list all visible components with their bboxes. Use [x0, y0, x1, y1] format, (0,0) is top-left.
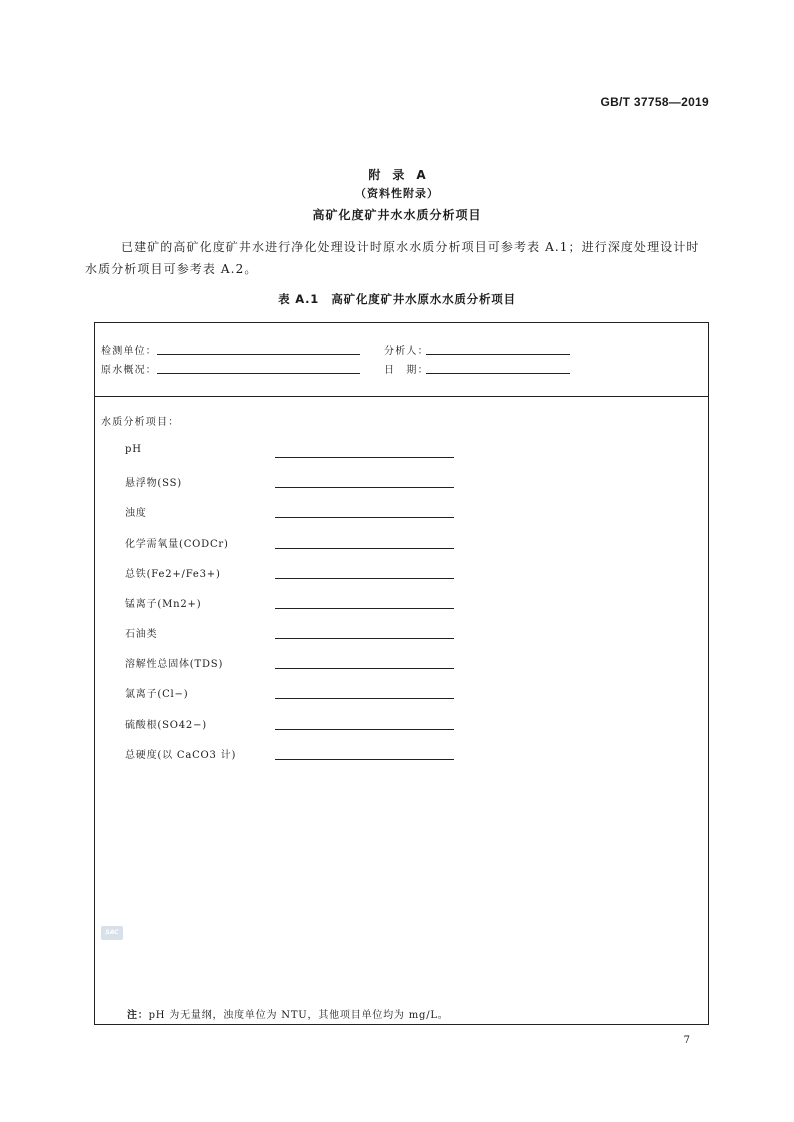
- item-label: 悬浮物(SS): [125, 478, 182, 489]
- appendix-title: 附 录 A: [368, 168, 426, 182]
- item-label: 溶解性总固体(TDS): [125, 659, 224, 670]
- sac-watermark-logo: SAC: [101, 926, 123, 940]
- analyst-line: [426, 354, 570, 355]
- item-row: [125, 535, 455, 555]
- item-label: 总铁(Fe2+/Fe3+): [125, 569, 221, 580]
- intro-paragraph: 已建矿的高矿化度矿井水进行净化处理设计时原水水质分析项目可参考表 A.1；进行深度处理设计时水质分析项目可参考表 A.2。: [85, 240, 700, 276]
- item-line: [275, 487, 454, 488]
- item-line: [275, 517, 454, 518]
- item-row: [125, 595, 455, 615]
- note-text: pH 为无量纲，浊度单位为 NTU，其他项目单位均为 mg/L。: [148, 1010, 449, 1021]
- date-line: [426, 373, 570, 374]
- table-caption: 表 A.1 高矿化度矿井水原水水质分析项目: [278, 292, 516, 306]
- item-label: 锰离子(Mn2+): [125, 599, 202, 610]
- item-label: 化学需氧量(CODCr): [125, 539, 229, 550]
- item-row: [125, 444, 455, 464]
- appendix-subtitle: （资料性附录）: [355, 187, 439, 200]
- date-label: 日 期：: [384, 365, 429, 376]
- item-label: 石油类: [125, 629, 158, 640]
- item-row: [125, 625, 455, 645]
- item-row: [125, 746, 455, 766]
- items-title: 水质分析项目：: [101, 417, 180, 428]
- appendix-name: 高矿化度矿井水水质分析项目: [312, 208, 482, 222]
- analysis-form-table: [94, 322, 709, 1025]
- overview-label: 原水概况：: [101, 365, 157, 376]
- item-line: [275, 548, 454, 549]
- unit-label: 检测单位：: [101, 346, 157, 357]
- item-label: 氯离子(Cl−): [125, 689, 189, 700]
- item-line: [275, 759, 454, 760]
- table-note: [127, 1006, 449, 1021]
- item-line: [275, 729, 454, 730]
- header-divider: [95, 396, 708, 397]
- overview-line: [157, 373, 360, 374]
- item-row: [125, 474, 455, 494]
- item-row: [125, 716, 455, 736]
- item-line: [275, 668, 454, 669]
- item-row: [125, 685, 455, 705]
- document-code: GB/T 37758—2019: [600, 95, 709, 109]
- item-line: [275, 638, 454, 639]
- page-number: 7: [683, 1035, 690, 1046]
- item-line: [275, 578, 454, 579]
- item-label: 总硬度(以 CaCO3 计): [125, 750, 237, 761]
- item-label: pH: [125, 444, 142, 455]
- item-row: [125, 655, 455, 675]
- analyst-label: 分析人：: [384, 346, 429, 357]
- note-label: 注：: [127, 1010, 149, 1021]
- item-row: [125, 504, 455, 524]
- item-line: [275, 698, 454, 699]
- item-line: [275, 608, 454, 609]
- item-label: 硫酸根(SO42−): [125, 720, 207, 731]
- item-line: [275, 457, 454, 458]
- item-label: 浊度: [125, 508, 147, 519]
- item-row: [125, 565, 455, 585]
- unit-line: [157, 354, 360, 355]
